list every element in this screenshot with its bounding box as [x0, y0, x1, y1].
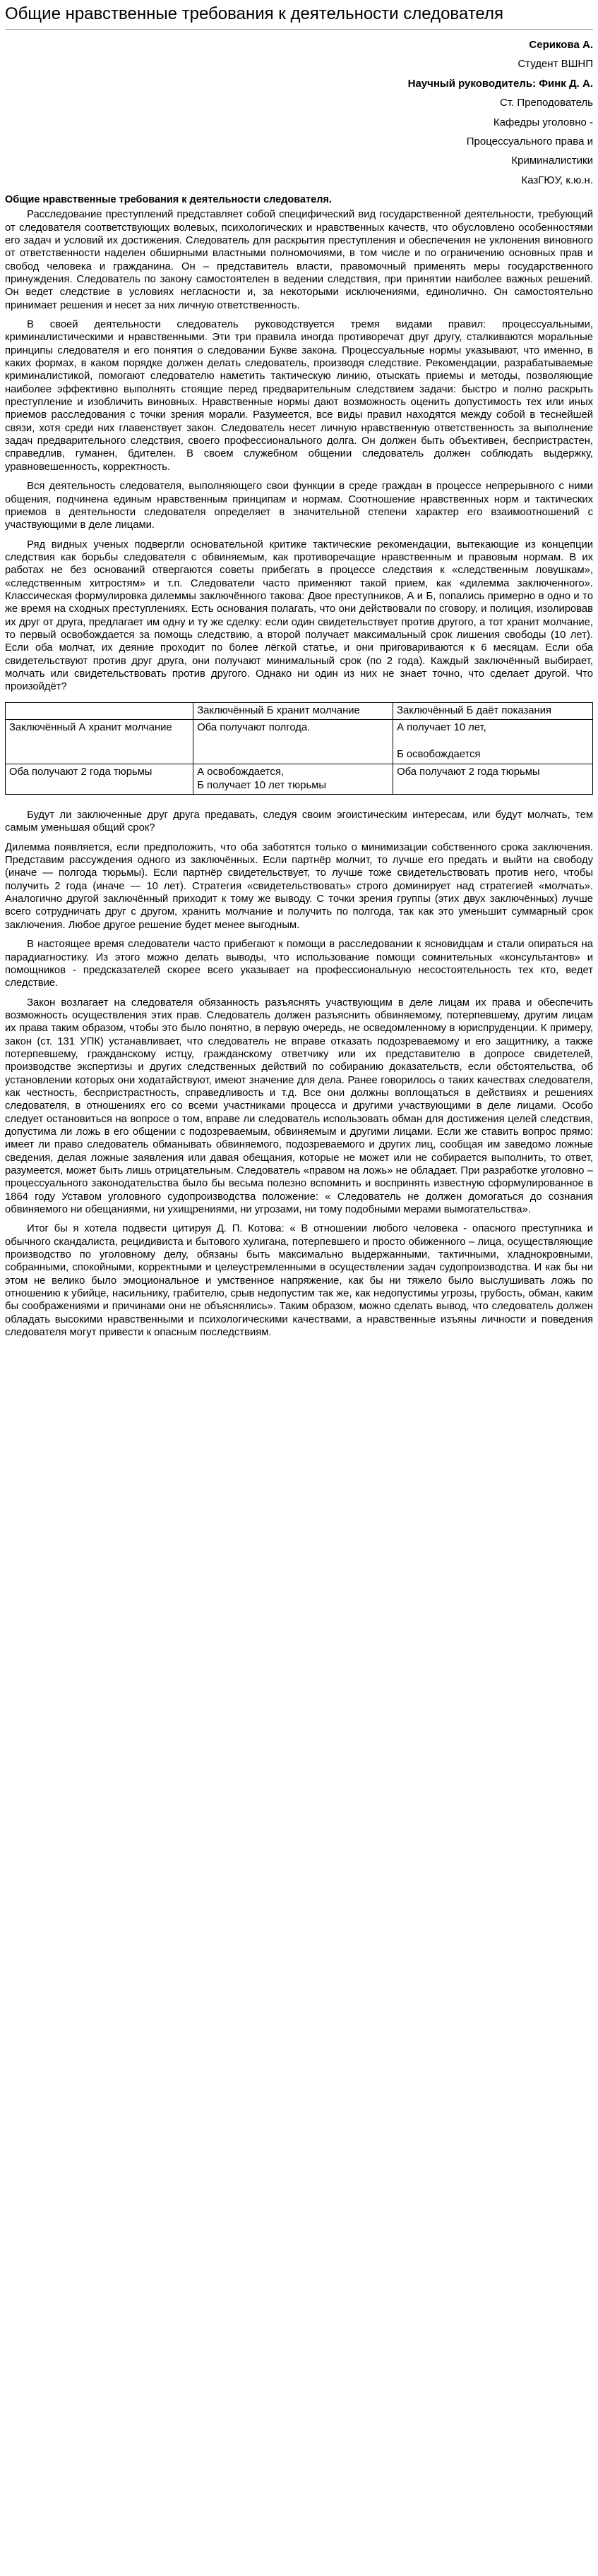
document-heading: Общие нравственные требования к деятельности следователя. — [5, 194, 332, 206]
body-paragraph: Вся деятельность следователя, выполняющего свои функции в среде граждан в процессе непрерывного с ними общения, подчинена единым нравственным принципам и нормам. Соотношение нравственных норм и тактических приемов в деятельности следователя определяет в значительной степени характер его взаимоотношений с участвующими в деле лицами. — [5, 481, 593, 531]
author-line: Серикова А. — [529, 38, 593, 51]
table-row — [6, 764, 593, 794]
body-paragraph: Закон возлагает на следователя обязанность разъяснять участвующим в деле лицам их права и обеспечить возможность осуществления этих прав. Следователь должен разъяснить обвиняемому, потерпевшему, другим лицам их права таким образом, чтобы это было понятно, в первую очередь, не осведомленному в юриспруденции. К примеру, закон (ст. 131 УПК) устанавливает, что следователь не вправе отказать подозреваемому и его защитнику, а также потерпевшему, гражданскому истцу, гражданскому ответчику или их представителю в допросе свидетелей, производстве экспертизы и других следственных действий по собиранию доказательств, если обстоятельства, об установлении которых они ходатайствуют, имеют значение для дела. Ранее говорилось о таких качествах следователя, как честность, беспристрастность, справедливость и т.д. Все они должны воплощаться в действиях и решениях следователя, в отношениях его со всеми участниками процесса и другими участвующими в деле лицами. Особо следует остановиться на вопросе о том, вправе ли следователь использовать обман для достижения целей следствия, допустима ли ложь в его общении с подозреваемым, обвиняемым и другими лицами. Если же ставить вопрос прямо: имеет ли право следователь обманывать обвиняемого, подозреваемого и других лиц, сообщая им заведомо ложные сведения, делая ложные заявления или давая обещания, которые не может или не собирается выполнить, то ответ, разумеется, может быть лишь отрицательным. Следователь «правом на ложь» не обладает. При разработке уголовно – процессуального законодательства было бы весьма полезно вспомнить и воспринять известную сформулированное в 1864 году Уставом уголовного судопроизводства положение: « Следователь не должен домогаться до сознания обвиняемого ни обещаниями, ни ухищрениями, ни угрозами, ни тому подобными мерами вымогательства». — [5, 997, 593, 1216]
author-block — [5, 35, 593, 191]
author-line: Студент ВШНП — [518, 58, 593, 71]
table-cell: Оба получают 2 года тюрьмы — [6, 764, 193, 794]
author-line: Криминалистики — [511, 155, 593, 167]
body-paragraph: Будут ли заключенные друг друга предавать, следуя своим эгоистическим интересам, или будут молчать, тем самым уменьшая общий срок? — [5, 809, 593, 834]
author-line: Кафедры уголовно - — [493, 116, 593, 128]
author-line: КазГЮУ, к.ю.н. — [521, 174, 593, 186]
table-cell: Оба получают 2 года тюрьмы — [393, 764, 593, 794]
body-paragraph: В настоящее время следователи часто прибегают к помощи в расследовании к ясновидцам и стали опираться на парадиагностику. Из этого можно делать выводы, что использование помощи сомнительных «консультантов» и помощников - предсказателей скорее всего указывает на профессиональную несостоятельность тех кто, ведет следствие. — [5, 939, 593, 989]
body-after — [5, 809, 593, 1339]
author-line: Процессуального права и — [466, 135, 593, 148]
body-paragraph: Дилемма появляется, если предположить, что оба заботятся только о минимизации собственного срока заключения. Представим рассуждения одного из заключённых. Если партнёр молчит, то лучше его предать и выйти на свободу (иначе — полгода тюрьмы). Если партнёр свидетельствует, то лучше тоже свидетельствовать против него, чтобы получить 2 года (иначе — 10 лет). Стратегия «свидетельствовать» строго доминирует над стратегией «молчать». Аналогично другой заключённый приходит к тому же выводу. С точки зрения группы (этих двух заключённых) лучше всего сотрудничать друг с другом, хранить молчание и получить по полгода, так как это уменьшит суммарный срок заключения. Любое другое решение будет менее выгодным. — [5, 841, 593, 931]
table-cell: А освобождается, Б получает 10 лет тюрьмы — [193, 764, 393, 794]
author-line: Научный руководитель: Финк Д. А. — [407, 77, 593, 90]
table-cell: Заключённый А хранит молчание — [6, 719, 193, 764]
table-cell: А получает 10 лет, Б освобождается — [393, 719, 593, 764]
dilemma-table — [5, 702, 593, 795]
table-cell: Заключённый Б хранит молчание — [193, 702, 393, 719]
table-cell: Оба получают полгода. — [193, 719, 393, 764]
table-row — [6, 719, 593, 764]
table-cell — [6, 702, 193, 719]
body-paragraph: Итог бы я хотела подвести цитируя Д. П. Котова: « В отношении любого человека - опасного преступника и обычного скандалиста, рецидивиста и бытового хулигана, потерпевшего и просто обиженного – лица, осуществляющие производство по уголовному делу, обязаны быть максимально выдержанными, тактичными, хладнокровными, собранными, спокойными, корректными и целеустремленными в осуществлении задач судопроизводства. И как бы ни этом не велико было эмоциональное и умственное напряжение, как бы ни тяжело было выслушивать ложь по отношению к убийце, насильнику, грабителю, срыв недопустим так же, как недопустимы угрозы, грубость, обман, каким бы соображениями и причинами они не объяснялись». Таким образом, можно сделать вывод, что следователь должен обладать высокими нравственными и психологическими качествами, а нравственные изъяны личности и поведения следователя могут привести к опасным последствиям. — [5, 1223, 593, 1339]
page-title: Общие нравственные требования к деятельности следователя — [5, 4, 593, 30]
body-paragraph: В своей деятельности следователь руководствуется тремя видами правил: процессуальными, криминалистическими и нравственными. Эти три правила иногда противоречат друг другу, сталкиваются моральные принципы следователя и его понятия о следовании Букве закона. Процессуальные нормы указывают, что именно, в каких формах, в каком порядке должен делать следователь, производя следствие. Рекомендации, разрабатываемые криминалистикой, помогают следователю наметить тактическую линию, отыскать приемы и методы, позволяющие наиболее эффективно выполнять стоящие перед предварительным следствием задачи: быстро и полно раскрыть преступление и изобличить виновных. Нравственные нормы дают возможность оценить допустимость тех или иных приемов расследования с точки зрения морали. Разумеется, все виды правил находятся между собой в теснейшей связи, хотя среди них главенствует закон. Следователь несет личную нравственную ответственность за выполнение задач предварительного следствия, своего профессионального долга. Он должен быть объективен, беспристрастен, справедлив, гуманен, бдителен. В своем служебном общении следователь должен соблюдать выдержку, уравновешенность, корректность. — [5, 319, 593, 473]
table-row — [6, 702, 593, 719]
author-line: Ст. Преподователь — [500, 97, 593, 109]
body-before — [5, 208, 593, 693]
body-paragraph: Расследование преступлений представляет собой специфический вид государственной деятельности, требующий от следователя соответствующих волевых, психологических и нравственных качеств, что обусловлено особенностями его задач и условий их достижения. Следователь для раскрытия преступления и обеспечения не уклонения виновного от ответственности наделен обширными властными полномочиями, в том числе и по ограничению основных прав и свобод человека и гражданина. Он – представитель власти, правомочный применять меры государственного принуждения. Следователь по закону самостоятелен в ведении следствия, при принятии наиболее важных решений. Он ведет следствие в условиях негласности и, за некоторыми исключениями, единолично. Он самостоятельно принимает решения и несет за них личную ответственность. — [5, 209, 593, 311]
body-paragraph: Ряд видных ученых подвергли основательной критике тактические рекомендации, вытекающие из концепции следствия как борьбы следователя с обвиняемым, как противоречащие нравственным и правовым нормам. В их работах не без оснований отвергаются советы прибегать в процессе следствия к «следственным ловушкам», «следственным хитростям» и т.п. Следователи часто применяют такой прием, как «дилемма заключенного». Классическая формулировка дилеммы заключённого такова: Двое преступников, А и Б, попались примерно в одно и то же время на сходных преступлениях. Есть основания полагать, что они действовали по сговору, и полиция, изолировав их друг от друга, предлагает им одну и ту же сделку: если один свидетельствует против другого, а тот хранит молчание, то первый освобождается за помощь следствию, а второй получает максимальный срок лишения свободы (10 лет). Если оба молчат, их деяние проходит по более лёгкой статье, и они приговариваются к 6 месяцам. Если оба свидетельствуют против друг друга, они получают минимальный срок (по 2 года). Каждый заключённый выбирает, молчать или свидетельствовать против другого. Однако ни один из них не знает точно, что сделает другой. Что произойдёт? — [5, 538, 593, 693]
table-cell: Заключённый Б даёт показания — [393, 702, 593, 719]
